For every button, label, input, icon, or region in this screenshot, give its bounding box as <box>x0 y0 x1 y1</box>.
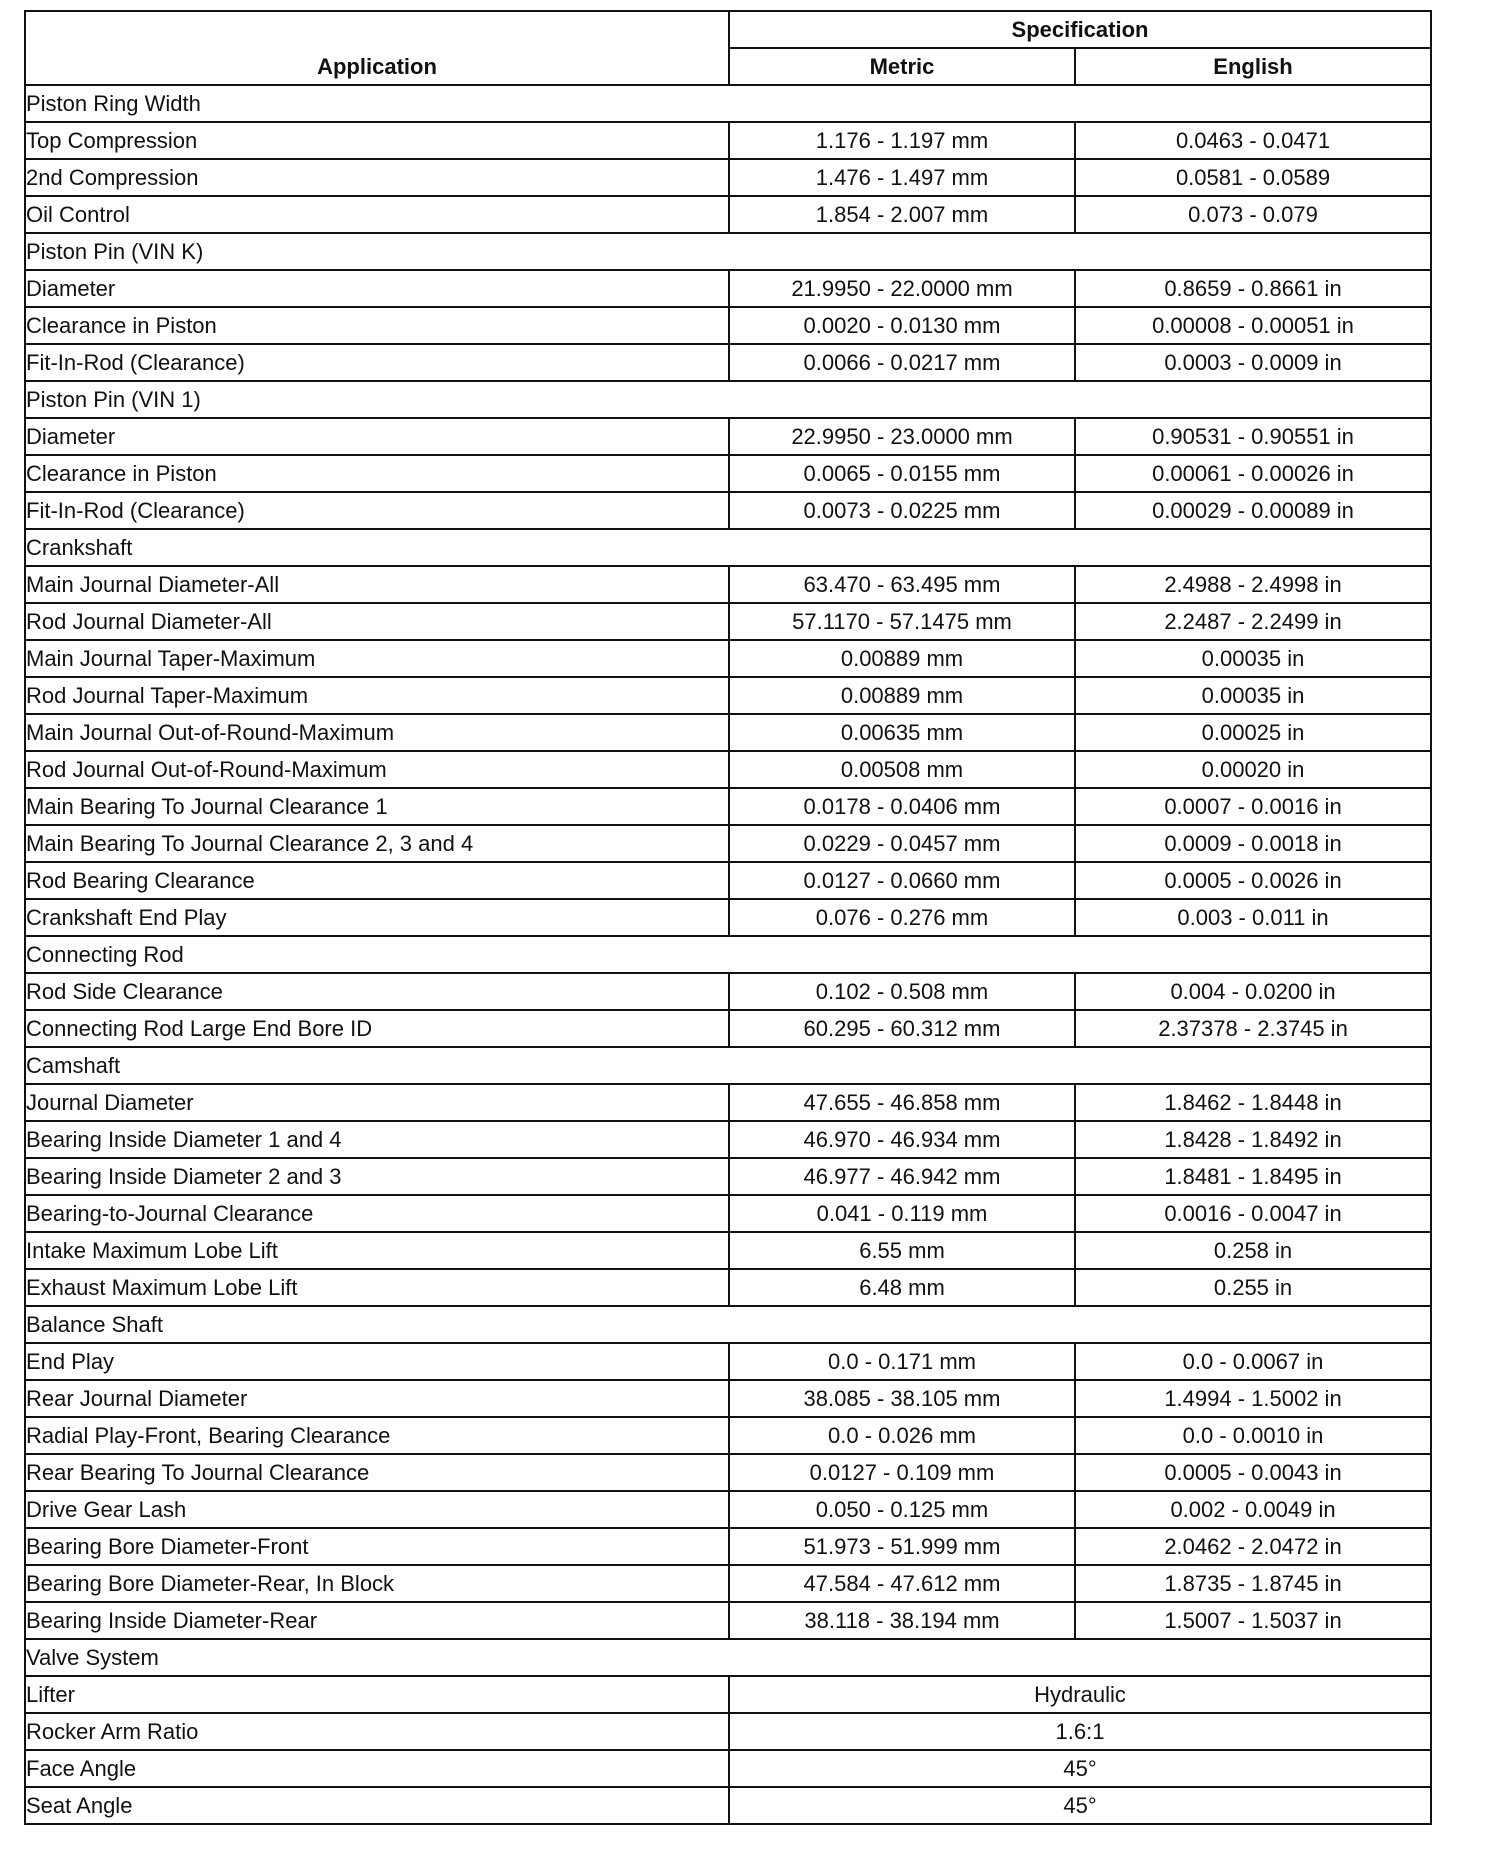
row-label: Journal Diameter <box>25 1084 729 1121</box>
row-value: 45° <box>729 1787 1431 1824</box>
row-label: Diameter <box>25 418 729 455</box>
row-english: 0.004 - 0.0200 in <box>1075 973 1431 1010</box>
table-row <box>25 677 1431 714</box>
row-metric: 51.973 - 51.999 mm <box>729 1528 1075 1565</box>
section-row <box>25 1047 1431 1084</box>
row-english: 0.00020 in <box>1075 751 1431 788</box>
table-row <box>25 270 1431 307</box>
row-metric: 63.470 - 63.495 mm <box>729 566 1075 603</box>
table-row <box>25 1787 1431 1824</box>
section-title: Camshaft <box>25 1047 1431 1084</box>
row-english: 0.0581 - 0.0589 <box>1075 159 1431 196</box>
row-metric: 0.0127 - 0.109 mm <box>729 1454 1075 1491</box>
table-row <box>25 714 1431 751</box>
row-english: 0.0 - 0.0067 in <box>1075 1343 1431 1380</box>
row-english: 0.00029 - 0.00089 in <box>1075 492 1431 529</box>
row-metric: 0.00508 mm <box>729 751 1075 788</box>
row-label: Rear Journal Diameter <box>25 1380 729 1417</box>
table-row <box>25 603 1431 640</box>
row-label: Main Journal Taper-Maximum <box>25 640 729 677</box>
table-row <box>25 1158 1431 1195</box>
row-english: 0.0 - 0.0010 in <box>1075 1417 1431 1454</box>
row-label: Bearing Bore Diameter-Front <box>25 1528 729 1565</box>
row-english: 1.4994 - 1.5002 in <box>1075 1380 1431 1417</box>
row-metric: 22.9950 - 23.0000 mm <box>729 418 1075 455</box>
row-label: Main Bearing To Journal Clearance 2, 3 and 4 <box>25 825 729 862</box>
row-english: 0.00035 in <box>1075 677 1431 714</box>
row-metric: 0.0 - 0.171 mm <box>729 1343 1075 1380</box>
table-row <box>25 1676 1431 1713</box>
row-english: 0.0005 - 0.0026 in <box>1075 862 1431 899</box>
table-row <box>25 1750 1431 1787</box>
row-label: Oil Control <box>25 196 729 233</box>
table-row <box>25 455 1431 492</box>
row-value: 45° <box>729 1750 1431 1787</box>
row-metric: 47.584 - 47.612 mm <box>729 1565 1075 1602</box>
row-label: Drive Gear Lash <box>25 1491 729 1528</box>
section-title: Piston Pin (VIN 1) <box>25 381 1431 418</box>
row-label: Bearing Inside Diameter-Rear <box>25 1602 729 1639</box>
table-row <box>25 1195 1431 1232</box>
row-english: 0.0463 - 0.0471 <box>1075 122 1431 159</box>
row-label: End Play <box>25 1343 729 1380</box>
table-row <box>25 122 1431 159</box>
row-label: Rocker Arm Ratio <box>25 1713 729 1750</box>
table-row <box>25 1713 1431 1750</box>
table-row <box>25 418 1431 455</box>
table-header <box>25 11 1431 85</box>
row-english: 1.8735 - 1.8745 in <box>1075 1565 1431 1602</box>
header-application: Application <box>25 11 729 85</box>
row-metric: 0.0073 - 0.0225 mm <box>729 492 1075 529</box>
row-english: 0.00008 - 0.00051 in <box>1075 307 1431 344</box>
row-label: Lifter <box>25 1676 729 1713</box>
row-metric: 6.55 mm <box>729 1232 1075 1269</box>
row-metric: 0.0066 - 0.0217 mm <box>729 344 1075 381</box>
row-label: Rod Side Clearance <box>25 973 729 1010</box>
table-row <box>25 862 1431 899</box>
table-row <box>25 566 1431 603</box>
row-metric: 38.118 - 38.194 mm <box>729 1602 1075 1639</box>
section-title: Crankshaft <box>25 529 1431 566</box>
header-metric: Metric <box>729 48 1075 85</box>
row-value: 1.6:1 <box>729 1713 1431 1750</box>
table-row <box>25 1602 1431 1639</box>
row-english: 2.4988 - 2.4998 in <box>1075 566 1431 603</box>
section-title: Piston Ring Width <box>25 85 1431 122</box>
row-label: Rod Journal Diameter-All <box>25 603 729 640</box>
table-row <box>25 899 1431 936</box>
row-label: Intake Maximum Lobe Lift <box>25 1232 729 1269</box>
row-label: Rod Journal Taper-Maximum <box>25 677 729 714</box>
table-row <box>25 159 1431 196</box>
row-english: 1.8462 - 1.8448 in <box>1075 1084 1431 1121</box>
section-title: Valve System <box>25 1639 1431 1676</box>
section-title: Connecting Rod <box>25 936 1431 973</box>
row-english: 0.00061 - 0.00026 in <box>1075 455 1431 492</box>
row-metric: 0.00635 mm <box>729 714 1075 751</box>
row-metric: 38.085 - 38.105 mm <box>729 1380 1075 1417</box>
row-label: Face Angle <box>25 1750 729 1787</box>
section-row <box>25 529 1431 566</box>
row-label: Seat Angle <box>25 1787 729 1824</box>
table-row <box>25 1491 1431 1528</box>
table-row <box>25 1454 1431 1491</box>
row-label: 2nd Compression <box>25 159 729 196</box>
row-metric: 0.102 - 0.508 mm <box>729 973 1075 1010</box>
row-english: 0.0007 - 0.0016 in <box>1075 788 1431 825</box>
row-metric: 1.176 - 1.197 mm <box>729 122 1075 159</box>
row-label: Exhaust Maximum Lobe Lift <box>25 1269 729 1306</box>
table-row <box>25 1232 1431 1269</box>
row-metric: 0.076 - 0.276 mm <box>729 899 1075 936</box>
row-english: 0.003 - 0.011 in <box>1075 899 1431 936</box>
row-metric: 21.9950 - 22.0000 mm <box>729 270 1075 307</box>
table-row <box>25 1084 1431 1121</box>
row-metric: 0.041 - 0.119 mm <box>729 1195 1075 1232</box>
row-metric: 47.655 - 46.858 mm <box>729 1084 1075 1121</box>
row-label: Rod Bearing Clearance <box>25 862 729 899</box>
row-metric: 1.854 - 2.007 mm <box>729 196 1075 233</box>
row-label: Rear Bearing To Journal Clearance <box>25 1454 729 1491</box>
row-english: 0.00035 in <box>1075 640 1431 677</box>
row-label: Main Bearing To Journal Clearance 1 <box>25 788 729 825</box>
row-metric: 0.0065 - 0.0155 mm <box>729 455 1075 492</box>
table-row <box>25 1343 1431 1380</box>
row-label: Bearing Inside Diameter 2 and 3 <box>25 1158 729 1195</box>
row-english: 0.90531 - 0.90551 in <box>1075 418 1431 455</box>
row-english: 0.258 in <box>1075 1232 1431 1269</box>
row-label: Fit-In-Rod (Clearance) <box>25 344 729 381</box>
row-label: Fit-In-Rod (Clearance) <box>25 492 729 529</box>
row-english: 0.255 in <box>1075 1269 1431 1306</box>
table-row <box>25 344 1431 381</box>
section-row <box>25 936 1431 973</box>
row-metric: 0.0 - 0.026 mm <box>729 1417 1075 1454</box>
row-english: 2.37378 - 2.3745 in <box>1075 1010 1431 1047</box>
row-metric: 0.0127 - 0.0660 mm <box>729 862 1075 899</box>
row-label: Clearance in Piston <box>25 307 729 344</box>
row-metric: 6.48 mm <box>729 1269 1075 1306</box>
table-row <box>25 1010 1431 1047</box>
row-english: 2.2487 - 2.2499 in <box>1075 603 1431 640</box>
row-label: Diameter <box>25 270 729 307</box>
row-label: Clearance in Piston <box>25 455 729 492</box>
row-metric: 46.977 - 46.942 mm <box>729 1158 1075 1195</box>
section-row <box>25 233 1431 270</box>
table-row <box>25 196 1431 233</box>
row-metric: 60.295 - 60.312 mm <box>729 1010 1075 1047</box>
row-english: 0.0016 - 0.0047 in <box>1075 1195 1431 1232</box>
row-label: Main Journal Out-of-Round-Maximum <box>25 714 729 751</box>
section-title: Piston Pin (VIN K) <box>25 233 1431 270</box>
row-label: Connecting Rod Large End Bore ID <box>25 1010 729 1047</box>
row-english: 0.8659 - 0.8661 in <box>1075 270 1431 307</box>
table-row <box>25 1269 1431 1306</box>
header-english: English <box>1075 48 1431 85</box>
table-row <box>25 825 1431 862</box>
section-row <box>25 1306 1431 1343</box>
engine-spec-table <box>24 10 1432 1825</box>
row-english: 2.0462 - 2.0472 in <box>1075 1528 1431 1565</box>
row-metric: 0.00889 mm <box>729 640 1075 677</box>
row-english: 1.8481 - 1.8495 in <box>1075 1158 1431 1195</box>
table-row <box>25 973 1431 1010</box>
row-english: 0.00025 in <box>1075 714 1431 751</box>
table-row <box>25 307 1431 344</box>
table-row <box>25 1417 1431 1454</box>
table-row <box>25 788 1431 825</box>
row-english: 1.5007 - 1.5037 in <box>1075 1602 1431 1639</box>
spec-sheet <box>24 10 1430 1825</box>
row-english: 0.0005 - 0.0043 in <box>1075 1454 1431 1491</box>
row-label: Bearing Inside Diameter 1 and 4 <box>25 1121 729 1158</box>
row-english: 0.002 - 0.0049 in <box>1075 1491 1431 1528</box>
section-row <box>25 85 1431 122</box>
table-body <box>25 85 1431 1824</box>
row-metric: 0.00889 mm <box>729 677 1075 714</box>
row-label: Bearing Bore Diameter-Rear, In Block <box>25 1565 729 1602</box>
table-row <box>25 492 1431 529</box>
section-title: Balance Shaft <box>25 1306 1431 1343</box>
row-metric: 0.0020 - 0.0130 mm <box>729 307 1075 344</box>
row-label: Radial Play-Front, Bearing Clearance <box>25 1417 729 1454</box>
row-english: 1.8428 - 1.8492 in <box>1075 1121 1431 1158</box>
row-label: Rod Journal Out-of-Round-Maximum <box>25 751 729 788</box>
row-metric: 57.1170 - 57.1475 mm <box>729 603 1075 640</box>
section-row <box>25 1639 1431 1676</box>
table-row <box>25 1565 1431 1602</box>
row-english: 0.0009 - 0.0018 in <box>1075 825 1431 862</box>
table-row <box>25 1121 1431 1158</box>
table-row <box>25 1380 1431 1417</box>
row-label: Bearing-to-Journal Clearance <box>25 1195 729 1232</box>
row-metric: 0.0178 - 0.0406 mm <box>729 788 1075 825</box>
table-row <box>25 640 1431 677</box>
row-metric: 0.0229 - 0.0457 mm <box>729 825 1075 862</box>
table-row <box>25 1528 1431 1565</box>
section-row <box>25 381 1431 418</box>
row-metric: 1.476 - 1.497 mm <box>729 159 1075 196</box>
row-label: Crankshaft End Play <box>25 899 729 936</box>
table-row <box>25 751 1431 788</box>
row-metric: 46.970 - 46.934 mm <box>729 1121 1075 1158</box>
row-label: Main Journal Diameter-All <box>25 566 729 603</box>
header-specification: Specification <box>729 11 1431 48</box>
row-metric: 0.050 - 0.125 mm <box>729 1491 1075 1528</box>
row-english: 0.0003 - 0.0009 in <box>1075 344 1431 381</box>
row-value: Hydraulic <box>729 1676 1431 1713</box>
row-label: Top Compression <box>25 122 729 159</box>
row-english: 0.073 - 0.079 <box>1075 196 1431 233</box>
